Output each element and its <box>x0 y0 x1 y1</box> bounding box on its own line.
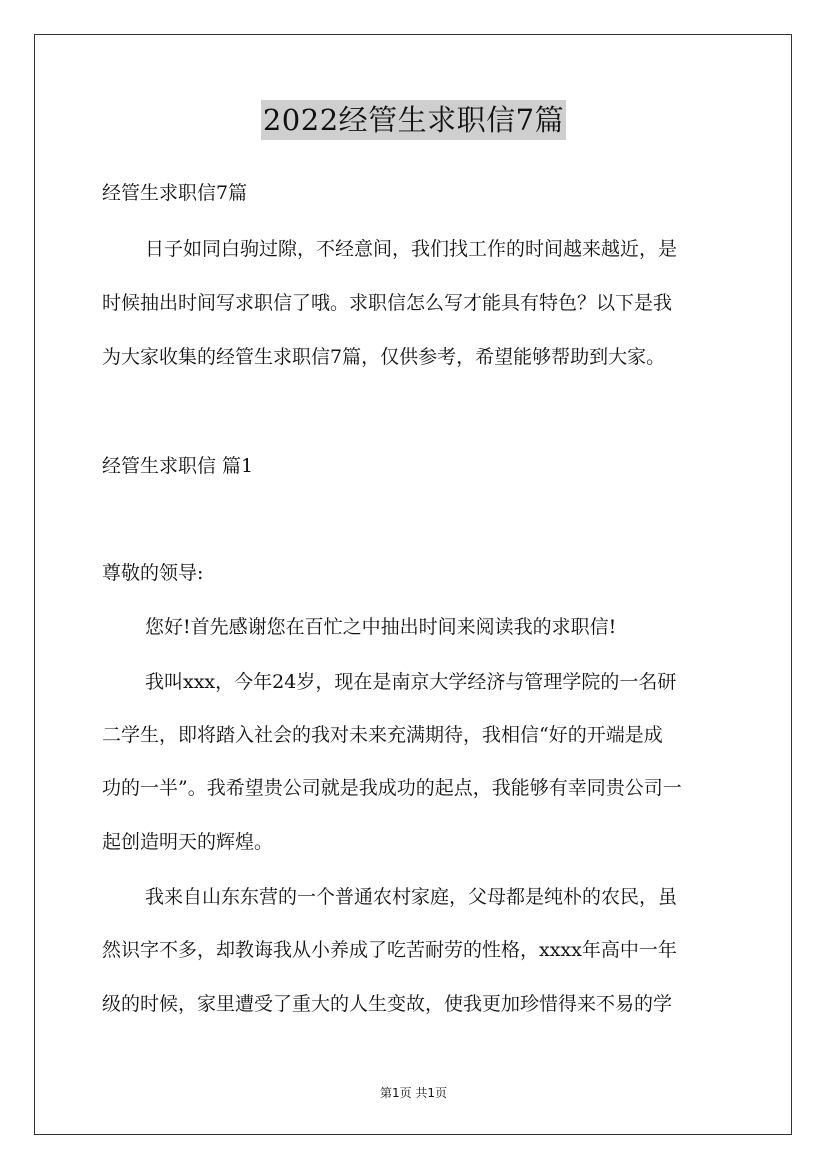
paragraph-line: 起创造明天的辉煌。 <box>102 831 274 853</box>
greeting-line: 您好!首先感谢您在百忙之中抽出时间来阅读我的求职信! <box>145 616 617 638</box>
paragraph-line: 我来自山东东营的一个普通农村家庭，父母都是纯朴的农民，虽 <box>145 886 678 908</box>
paragraph-line: 功的一半”。我希望贵公司就是我成功的起点，我能够有幸同贵公司一 <box>102 777 682 799</box>
section-heading: 经管生求职信 篇1 <box>102 455 254 477</box>
intro-line: 日子如同白驹过隙，不经意间，我们找工作的时间越来越近，是 <box>145 238 678 260</box>
paragraph-line: 然识字不多，却教诲我从小养成了吃苦耐劳的性格，xxxx年高中一年 <box>102 939 677 961</box>
title-container <box>0 100 827 140</box>
intro-line: 时候抽出时间写求职信了哦。求职信怎么写才能具有特色？以下是我 <box>102 292 673 314</box>
document-title: 2022经管生求职信7篇 <box>261 100 566 140</box>
intro-line: 为大家收集的经管生求职信7篇，仅供参考，希望能够帮助到大家。 <box>102 346 666 368</box>
page-footer: 第1页 共1页 <box>379 1086 448 1100</box>
paragraph-line: 级的时候，家里遭受了重大的人生变故，使我更加珍惜得来不易的学 <box>102 993 673 1015</box>
paragraph-line: 我叫xxx，今年24岁，现在是南京大学经济与管理学院的一名研 <box>145 671 677 693</box>
document-subtitle: 经管生求职信7篇 <box>102 182 248 204</box>
salutation: 尊敬的领导: <box>102 562 204 584</box>
paragraph-line: 二学生，即将踏入社会的我对未来充满期待，我相信“好的开端是成 <box>102 724 663 746</box>
